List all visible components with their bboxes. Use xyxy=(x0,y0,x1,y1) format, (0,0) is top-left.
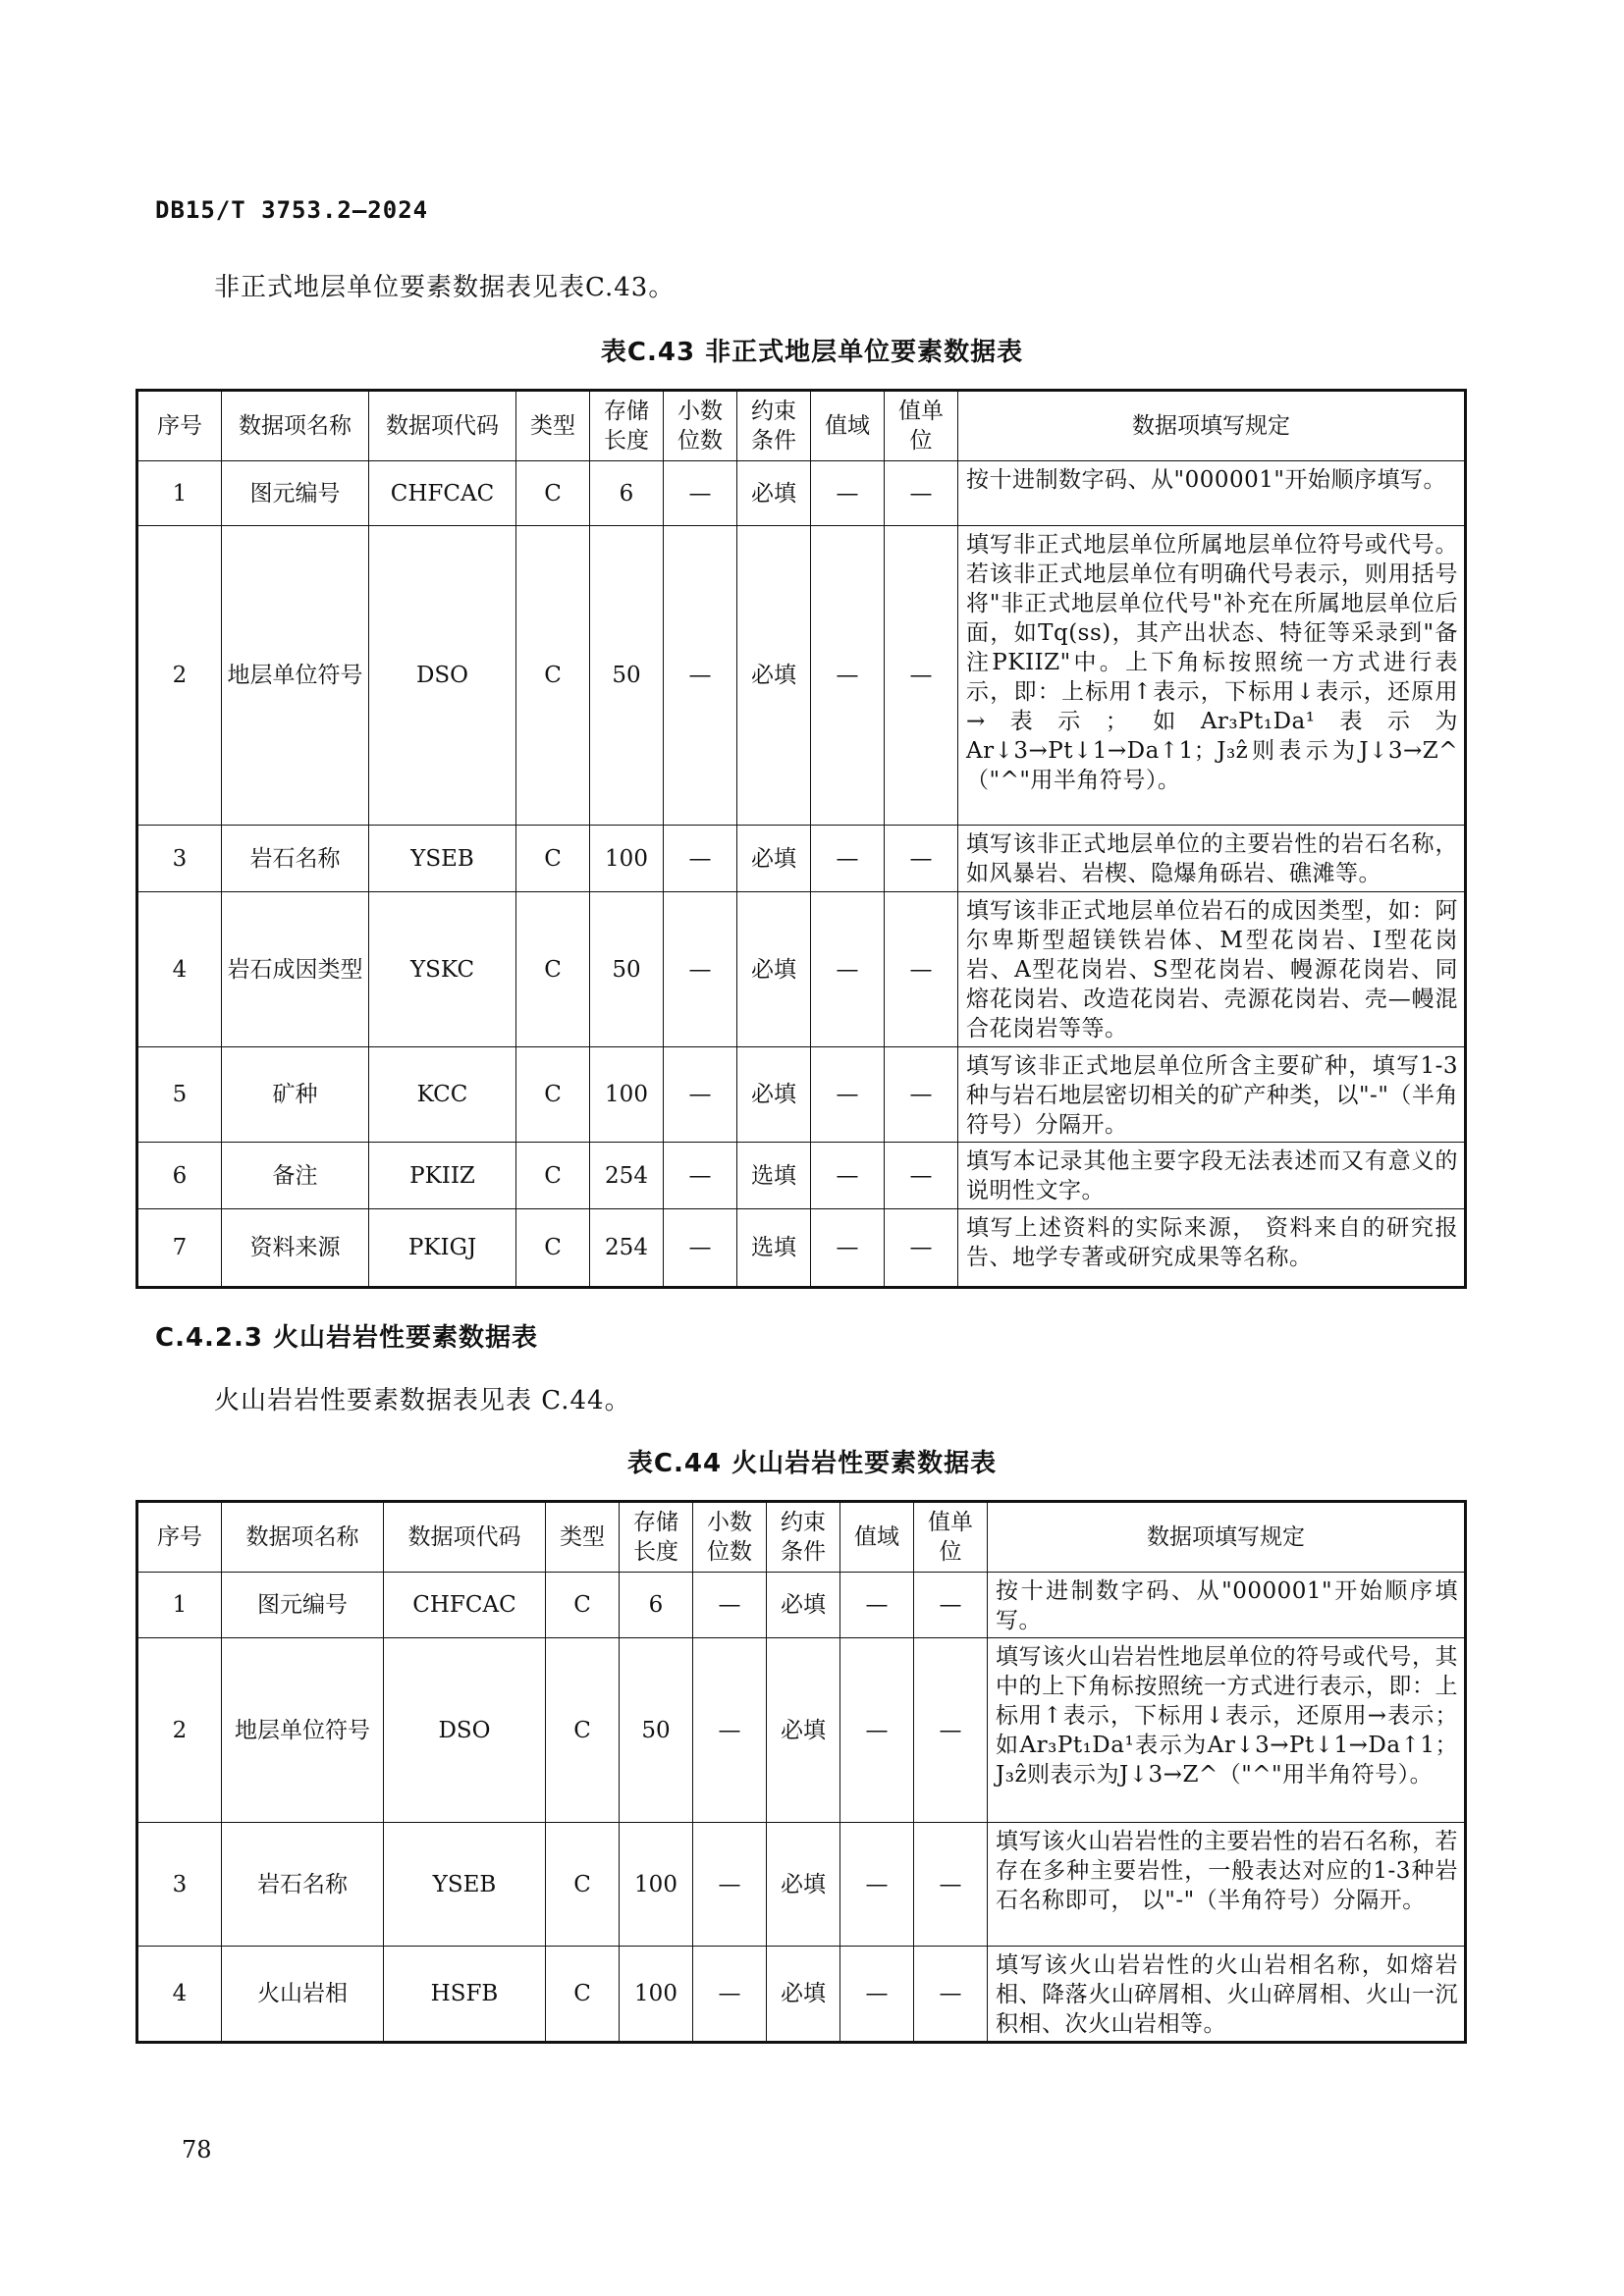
cell-no: 4 xyxy=(137,892,222,1047)
cell-unit: — xyxy=(885,1209,958,1288)
page-number: 78 xyxy=(182,2136,212,2163)
cell-constraint: 必填 xyxy=(767,1573,840,1638)
cell-unit: — xyxy=(885,461,958,526)
cell-no: 6 xyxy=(137,1143,222,1209)
col-header-unit: 值单 位 xyxy=(885,391,958,461)
cell-constraint: 必填 xyxy=(767,1947,840,2043)
cell-type: C xyxy=(516,461,590,526)
col-header-name: 数据项名称 xyxy=(222,391,369,461)
cell-no: 4 xyxy=(137,1947,222,2043)
cell-name: 矿种 xyxy=(222,1047,369,1143)
cell-domain: — xyxy=(811,461,885,526)
cell-length: 254 xyxy=(590,1209,664,1288)
cell-name: 资料来源 xyxy=(222,1209,369,1288)
cell-length: 50 xyxy=(590,526,664,826)
col-header-constraint: 约束 条件 xyxy=(737,391,811,461)
cell-no: 7 xyxy=(137,1209,222,1288)
table-row xyxy=(137,1209,1466,1288)
cell-decimal: — xyxy=(664,1143,737,1209)
cell-no: 3 xyxy=(137,1823,222,1947)
section-heading-c423: C.4.2.3 火山岩岩性要素数据表 xyxy=(155,1323,539,1353)
cell-code: PKIGJ xyxy=(369,1209,516,1288)
cell-length: 6 xyxy=(590,461,664,526)
cell-decimal: — xyxy=(664,1047,737,1143)
col-header-type: 类型 xyxy=(516,391,590,461)
cell-length: 100 xyxy=(590,1047,664,1143)
cell-rule: 填写非正式地层单位所属地层单位符号或代号。若该非正式地层单位有明确代号表示，则用括号将"非正式地层单位代号"补充在所属地层单位后面，如Tq(ss)，其产出状态、特征等采录到"备注PKIIZ"中。上下角标按照统一方式进行表示，即：上标用↑表示，下标用↓表示，还原用→表示；如Ar₃Pt₁Da¹表示为Ar↓3→Pt↓1→Da↑1；J₃ẑ则表示为J↓3→Z^（"^"用半角符号）。 xyxy=(958,526,1466,826)
cell-type: C xyxy=(516,892,590,1047)
cell-constraint: 选填 xyxy=(737,1209,811,1288)
cell-length: 50 xyxy=(620,1638,693,1823)
col-header-name: 数据项名称 xyxy=(222,1502,384,1573)
table-row xyxy=(137,892,1466,1047)
cell-decimal: — xyxy=(693,1823,767,1947)
cell-length: 100 xyxy=(620,1823,693,1947)
cell-type: C xyxy=(546,1638,620,1823)
cell-domain: — xyxy=(811,1047,885,1143)
cell-name: 图元编号 xyxy=(222,461,369,526)
col-header-decimal: 小数 位数 xyxy=(664,391,737,461)
cell-domain: — xyxy=(840,1638,914,1823)
cell-unit: — xyxy=(885,526,958,826)
cell-type: C xyxy=(516,826,590,892)
cell-rule: 填写该非正式地层单位岩石的成因类型，如：阿尔卑斯型超镁铁岩体、M型花岗岩、I型花岗岩、A型花岗岩、S型花岗岩、幔源花岗岩、同熔花岗岩、改造花岗岩、壳源花岗岩、壳—幔混合花岗岩等等。 xyxy=(958,892,1466,1047)
col-header-unit: 值单 位 xyxy=(914,1502,988,1573)
col-header-domain: 值域 xyxy=(811,391,885,461)
cell-no: 2 xyxy=(137,526,222,826)
cell-unit: — xyxy=(885,826,958,892)
cell-unit: — xyxy=(885,892,958,1047)
cell-rule: 填写上述资料的实际来源， 资料来自的研究报告、地学专著或研究成果等名称。 xyxy=(958,1209,1466,1288)
col-header-code: 数据项代码 xyxy=(369,391,516,461)
cell-length: 50 xyxy=(590,892,664,1047)
cell-code: DSO xyxy=(369,526,516,826)
cell-type: C xyxy=(516,1209,590,1288)
cell-length: 6 xyxy=(620,1573,693,1638)
cell-constraint: 必填 xyxy=(737,826,811,892)
cell-no: 2 xyxy=(137,1638,222,1823)
cell-domain: — xyxy=(811,526,885,826)
cell-decimal: — xyxy=(664,1209,737,1288)
cell-rule: 填写该火山岩岩性的主要岩性的岩石名称，若存在多种主要岩性，一般表达对应的1-3种岩石名称即可， 以"-"（半角符号）分隔开。 xyxy=(988,1823,1466,1947)
cell-decimal: — xyxy=(664,826,737,892)
cell-code: YSEB xyxy=(384,1823,546,1947)
cell-constraint: 必填 xyxy=(737,526,811,826)
col-header-no: 序号 xyxy=(137,1502,222,1573)
cell-name: 备注 xyxy=(222,1143,369,1209)
intro-paragraph-c43: 非正式地层单位要素数据表见表C.43。 xyxy=(214,273,676,302)
cell-constraint: 必填 xyxy=(767,1823,840,1947)
cell-code: PKIIZ xyxy=(369,1143,516,1209)
cell-unit: — xyxy=(885,1047,958,1143)
cell-rule: 填写该非正式地层单位的主要岩性的岩石名称，如风暴岩、岩楔、隐爆角砾岩、礁滩等。 xyxy=(958,826,1466,892)
col-header-decimal: 小数 位数 xyxy=(693,1502,767,1573)
cell-name: 地层单位符号 xyxy=(222,526,369,826)
table-row xyxy=(137,1823,1466,1947)
cell-code: CHFCAC xyxy=(384,1573,546,1638)
cell-constraint: 必填 xyxy=(767,1638,840,1823)
cell-constraint: 必填 xyxy=(737,461,811,526)
cell-type: C xyxy=(516,1047,590,1143)
cell-no: 3 xyxy=(137,826,222,892)
cell-domain: — xyxy=(811,1143,885,1209)
cell-name: 岩石名称 xyxy=(222,826,369,892)
cell-length: 100 xyxy=(620,1947,693,2043)
cell-rule: 填写该火山岩岩性地层单位的符号或代号，其中的上下角标按照统一方式进行表示，即：上标用↑表示，下标用↓表示，还原用→表示；如Ar₃Pt₁Da¹表示为Ar↓3→Pt↓1→Da↑1；J₃ẑ则表示为J↓3→Z^（"^"用半角符号）。 xyxy=(988,1638,1466,1823)
cell-name: 地层单位符号 xyxy=(222,1638,384,1823)
col-header-domain: 值域 xyxy=(840,1502,914,1573)
cell-decimal: — xyxy=(664,526,737,826)
cell-name: 岩石成因类型 xyxy=(222,892,369,1047)
table-row xyxy=(137,1638,1466,1823)
cell-rule: 填写本记录其他主要字段无法表述而又有意义的说明性文字。 xyxy=(958,1143,1466,1209)
cell-rule: 按十进制数字码、从"000001"开始顺序填写。 xyxy=(958,461,1466,526)
col-header-type: 类型 xyxy=(546,1502,620,1573)
cell-constraint: 选填 xyxy=(737,1143,811,1209)
cell-code: YSEB xyxy=(369,826,516,892)
cell-decimal: — xyxy=(693,1947,767,2043)
table-row xyxy=(137,1143,1466,1209)
table-c43-caption: 表C.43 非正式地层单位要素数据表 xyxy=(600,338,1024,367)
cell-type: C xyxy=(546,1573,620,1638)
table-row xyxy=(137,826,1466,892)
cell-type: C xyxy=(546,1823,620,1947)
cell-no: 1 xyxy=(137,461,222,526)
cell-no: 1 xyxy=(137,1573,222,1638)
cell-domain: — xyxy=(840,1823,914,1947)
table-row xyxy=(137,1047,1466,1143)
cell-unit: — xyxy=(914,1573,988,1638)
col-header-no: 序号 xyxy=(137,391,222,461)
cell-unit: — xyxy=(914,1638,988,1823)
cell-type: C xyxy=(516,526,590,826)
cell-rule: 填写该非正式地层单位所含主要矿种，填写1-3种与岩石地层密切相关的矿产种类，以"-"（半角符号）分隔开。 xyxy=(958,1047,1466,1143)
col-header-length: 存储 长度 xyxy=(620,1502,693,1573)
cell-type: C xyxy=(546,1947,620,2043)
cell-code: KCC xyxy=(369,1047,516,1143)
cell-decimal: — xyxy=(693,1573,767,1638)
cell-domain: — xyxy=(840,1573,914,1638)
cell-code: DSO xyxy=(384,1638,546,1823)
cell-domain: — xyxy=(811,892,885,1047)
intro-paragraph-c44: 火山岩岩性要素数据表见表 C.44。 xyxy=(214,1386,631,1415)
table-c44 xyxy=(135,1500,1467,2044)
cell-domain: — xyxy=(840,1947,914,2043)
cell-name: 岩石名称 xyxy=(222,1823,384,1947)
col-header-length: 存储 长度 xyxy=(590,391,664,461)
table-row xyxy=(137,526,1466,826)
cell-decimal: — xyxy=(693,1638,767,1823)
cell-length: 254 xyxy=(590,1143,664,1209)
cell-type: C xyxy=(516,1143,590,1209)
cell-code: YSKC xyxy=(369,892,516,1047)
cell-decimal: — xyxy=(664,892,737,1047)
col-header-rule: 数据项填写规定 xyxy=(988,1502,1466,1573)
table-row xyxy=(137,1947,1466,2043)
table-header-row xyxy=(137,1502,1466,1573)
table-c43 xyxy=(135,389,1467,1289)
cell-constraint: 必填 xyxy=(737,892,811,1047)
cell-length: 100 xyxy=(590,826,664,892)
cell-unit: — xyxy=(914,1823,988,1947)
cell-domain: — xyxy=(811,826,885,892)
cell-unit: — xyxy=(885,1143,958,1209)
cell-no: 5 xyxy=(137,1047,222,1143)
cell-rule: 按十进制数字码、从"000001"开始顺序填写。 xyxy=(988,1573,1466,1638)
table-row xyxy=(137,461,1466,526)
table-row xyxy=(137,1573,1466,1638)
table-header-row xyxy=(137,391,1466,461)
cell-unit: — xyxy=(914,1947,988,2043)
cell-domain: — xyxy=(811,1209,885,1288)
document-id: DB15/T 3753.2—2024 xyxy=(155,196,429,224)
cell-code: CHFCAC xyxy=(369,461,516,526)
col-header-constraint: 约束 条件 xyxy=(767,1502,840,1573)
table-c44-caption: 表C.44 火山岩岩性要素数据表 xyxy=(626,1449,998,1478)
col-header-rule: 数据项填写规定 xyxy=(958,391,1466,461)
cell-name: 图元编号 xyxy=(222,1573,384,1638)
cell-name: 火山岩相 xyxy=(222,1947,384,2043)
cell-rule: 填写该火山岩岩性的火山岩相名称，如熔岩相、降落火山碎屑相、火山碎屑相、火山一沉积相、次火山岩相等。 xyxy=(988,1947,1466,2043)
cell-code: HSFB xyxy=(384,1947,546,2043)
cell-constraint: 必填 xyxy=(737,1047,811,1143)
col-header-code: 数据项代码 xyxy=(384,1502,546,1573)
cell-decimal: — xyxy=(664,461,737,526)
